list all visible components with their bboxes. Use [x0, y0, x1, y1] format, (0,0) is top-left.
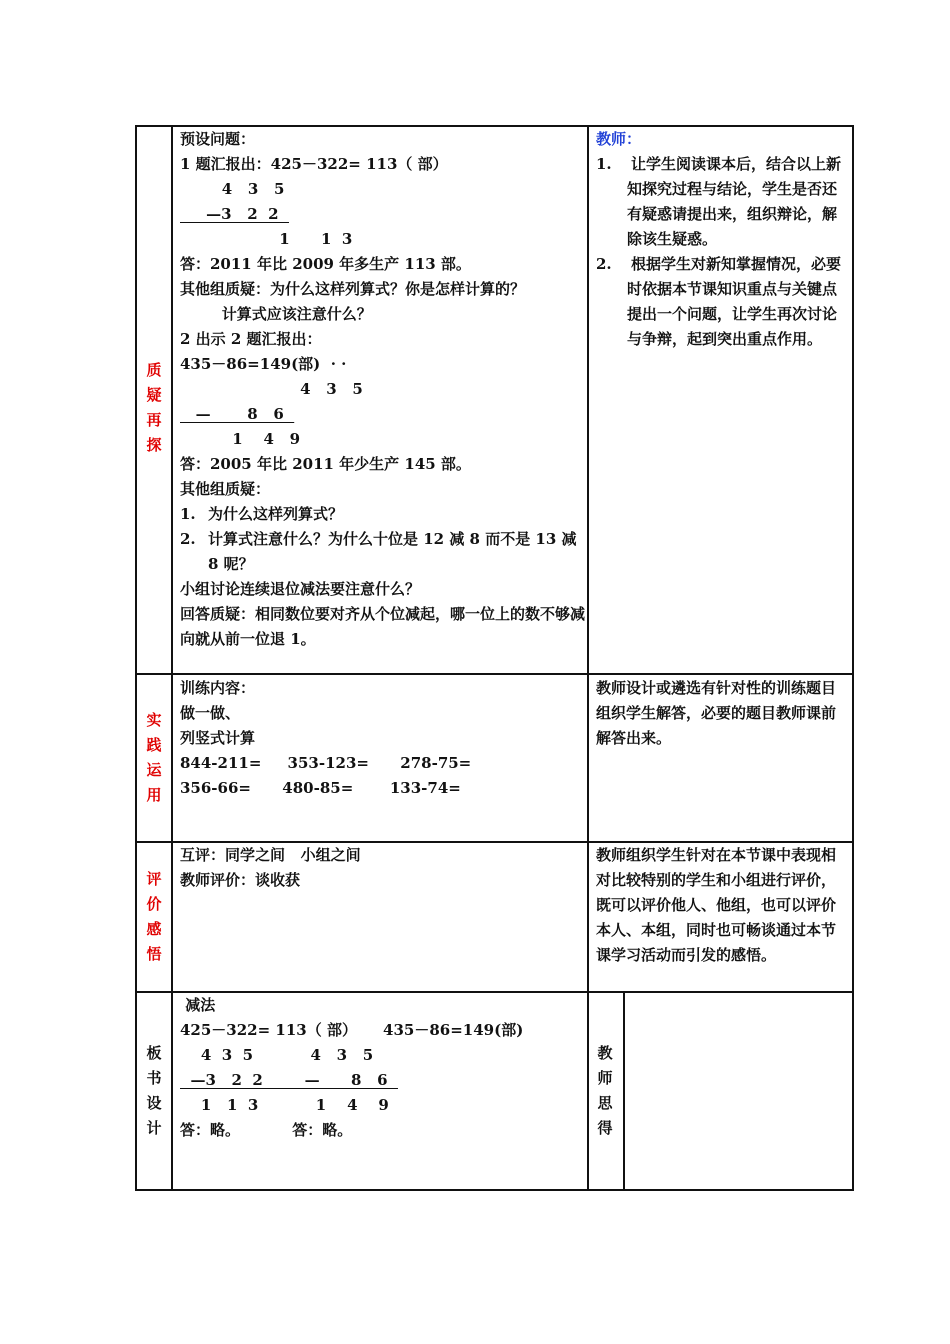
practice-content: [180, 676, 585, 801]
content-line: 1 1 3: [180, 230, 353, 248]
content-line: 2 出示 2 题汇报出：: [180, 330, 322, 348]
row-divider: [135, 673, 854, 675]
content-line: 1 1 3 1 4 9: [180, 1096, 389, 1114]
table-border: [852, 125, 854, 1191]
content-line: 4 3 5: [180, 380, 363, 398]
list-item: 2. 计算式注意什么？为什么十位是 12 减 8 而不是 13 减 8 呢？: [180, 530, 577, 573]
section-title-board: 板 书 设 计: [146, 1044, 162, 1137]
content-line: 4 3 5 4 3 5: [180, 1046, 374, 1064]
content-line: 计算式应该注意什么？: [180, 305, 372, 323]
lesson-plan-table: [135, 125, 854, 1191]
content-line: 答：略。 答：略。: [180, 1121, 353, 1139]
list-item: 2. 根据学生对新知掌握情况，必要时依据本节课知识重点与关键点提出一个问题，让学生再次讨论与争辩，起到突出重点作用。: [596, 255, 842, 348]
column-divider: [171, 125, 173, 1191]
list-item: 1. 为什么这样列算式？: [180, 505, 344, 523]
content-line: 答：2005 年比 2011 年少生产 145 部。: [180, 455, 471, 473]
content-line: 预设问题：: [180, 130, 256, 148]
content-line: 减法: [180, 996, 216, 1014]
practice-guidance: 教师设计或遴选有针对性的训练题目组织学生解答，必要的题目教师课前解答出来。: [596, 679, 837, 747]
evaluation-guidance: 教师组织学生针对在本节课中表现相对比较特别的学生和小组进行评价，既可以评价他人、他组，也可以评价本人、本组，同时也可畅谈通过本节课学习活动而引发的感悟。: [596, 846, 837, 964]
table-border: [135, 125, 137, 1191]
content-line: —3 2 2: [180, 205, 289, 223]
content-line: 844-211= 353-123= 278-75=: [180, 754, 472, 772]
content-line: —3 2 2 — 8 6: [180, 1071, 398, 1089]
content-line: 小组讨论连续退位减法要注意什么？: [180, 580, 421, 598]
content-line: 答：2011 年比 2009 年多生产 113 部。: [180, 255, 471, 273]
content-line: 其他组质疑：: [180, 480, 271, 498]
content-line: 425－322= 113（ 部） 435－86=149(部): [180, 1021, 524, 1039]
content-line: 列竖式计算: [180, 729, 256, 747]
evaluation-content: [180, 843, 585, 893]
teacher-guidance: [596, 127, 846, 352]
content-line: 教师评价：谈收获: [180, 871, 301, 889]
content-line: 435－86=149(部) · ·: [180, 355, 347, 373]
content-line: 做一做、: [180, 704, 241, 722]
section-title-evaluation: 评 价 感 悟: [146, 870, 162, 963]
column-divider: [623, 991, 625, 1191]
content-line: — 8 6: [180, 405, 295, 423]
teacher-heading: 教师：: [596, 130, 642, 148]
section-title-reflection: 教 师 思 得: [597, 1044, 613, 1137]
section-title-question: 质 疑 再 探: [146, 361, 162, 454]
board-content: [180, 993, 585, 1143]
question-content: [180, 127, 585, 652]
content-line: 356-66= 480-85= 133-74=: [180, 779, 461, 797]
table-border: [135, 1189, 854, 1191]
content-line: 4 3 5: [180, 180, 285, 198]
content-line: 其他组质疑：为什么这样列算式？你是怎样计算的？: [180, 280, 526, 298]
content-line: 互评：同学之间 小组之间: [180, 846, 361, 864]
list-item: 1. 让学生阅读课本后，结合以上新知探究过程与结论，学生是否还有疑惑请提出来，组织辩论，解除该生疑惑。: [596, 155, 842, 248]
content-line: 回答质疑：相同数位要对齐从个位减起，哪一位上的数不够减向就从前一位退 1。: [180, 605, 586, 648]
section-title-practice: 实 践 运 用: [146, 711, 162, 804]
column-divider: [587, 125, 589, 1191]
content-line: 1 题汇报出：425－322= 113（ 部）: [180, 155, 448, 173]
content-line: 1 4 9: [180, 430, 301, 448]
content-line: 训练内容：: [180, 679, 256, 697]
